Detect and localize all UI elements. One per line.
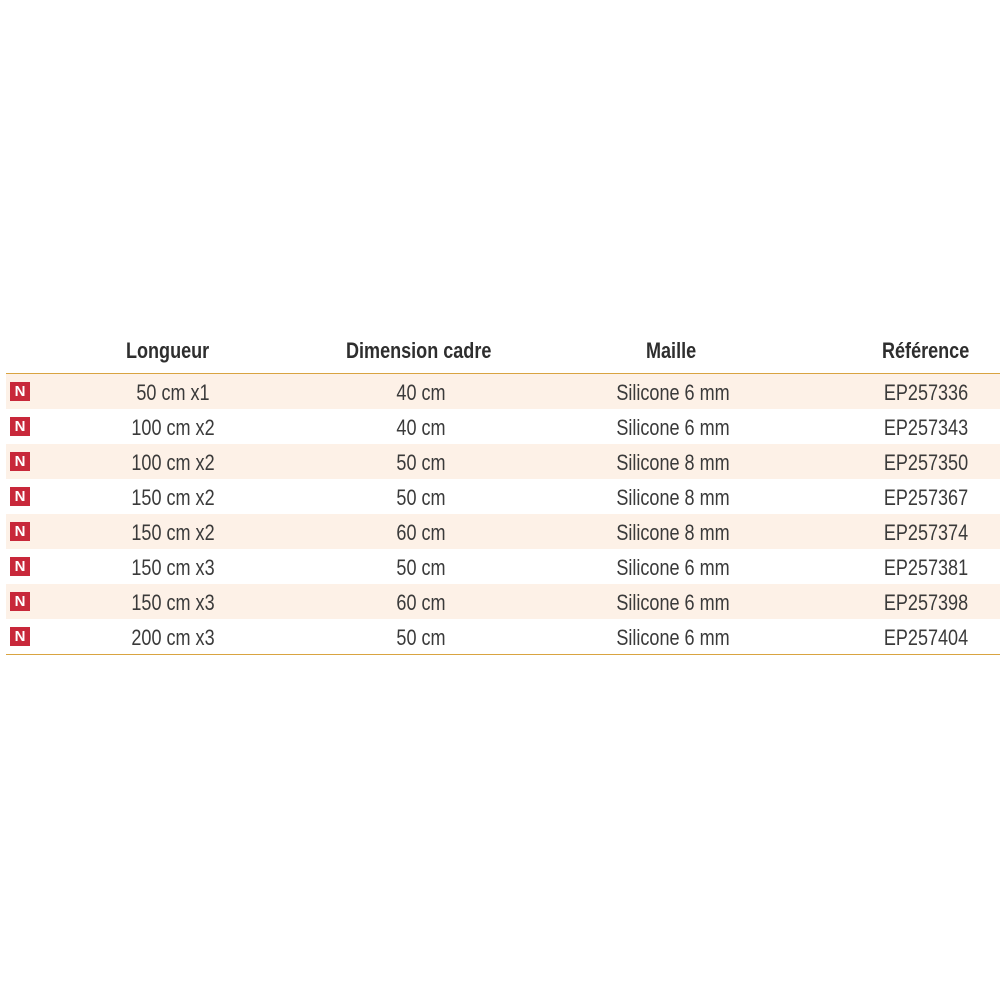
cell-maille: Silicone 6 mm — [616, 590, 730, 615]
header-dimension-cadre: Dimension cadre — [346, 338, 492, 363]
table-row — [6, 479, 1000, 514]
cell-maille: Silicone 8 mm — [616, 485, 730, 510]
cell-longueur: 50 cm x1 — [136, 380, 210, 405]
header-longueur: Longueur — [126, 338, 210, 363]
cell-dimension-cadre: 50 cm — [396, 625, 446, 650]
cell-reference: EP257336 — [883, 380, 969, 405]
table-row — [6, 444, 1000, 479]
cell-reference: EP257374 — [883, 520, 969, 545]
cell-reference: EP257350 — [883, 450, 969, 475]
new-badge-icon: N — [10, 627, 30, 646]
cell-maille: Silicone 6 mm — [616, 415, 730, 440]
cell-longueur: 100 cm x2 — [131, 450, 215, 475]
cell-dimension-cadre: 40 cm — [396, 380, 446, 405]
cell-maille: Silicone 6 mm — [616, 555, 730, 580]
cell-longueur: 100 cm x2 — [131, 415, 215, 440]
cell-reference: EP257404 — [883, 625, 969, 650]
cell-dimension-cadre: 50 cm — [396, 450, 446, 475]
table-row — [6, 619, 1000, 654]
cell-dimension-cadre: 60 cm — [396, 590, 446, 615]
cell-dimension-cadre: 50 cm — [396, 555, 446, 580]
header-reference: Référence — [882, 338, 970, 363]
new-badge-icon: N — [10, 522, 30, 541]
cell-reference: EP257367 — [883, 485, 969, 510]
cell-dimension-cadre: 40 cm — [396, 415, 446, 440]
table-bottom-rule — [6, 654, 1000, 655]
table-row — [6, 584, 1000, 619]
cell-maille: Silicone 6 mm — [616, 380, 730, 405]
cell-longueur: 150 cm x3 — [131, 590, 215, 615]
cell-reference: EP257381 — [883, 555, 969, 580]
cell-longueur: 150 cm x2 — [131, 520, 215, 545]
cell-longueur: 150 cm x3 — [131, 555, 215, 580]
new-badge-icon: N — [10, 417, 30, 436]
cell-longueur: 200 cm x3 — [131, 625, 215, 650]
new-badge-icon: N — [10, 487, 30, 506]
table-header — [6, 330, 1000, 374]
table-row — [6, 374, 1000, 409]
cell-reference: EP257398 — [883, 590, 969, 615]
header-maille: Maille — [646, 338, 697, 363]
cell-maille: Silicone 8 mm — [616, 520, 730, 545]
cell-reference: EP257343 — [883, 415, 969, 440]
cell-maille: Silicone 6 mm — [616, 625, 730, 650]
table-row — [6, 549, 1000, 584]
table-row — [6, 514, 1000, 549]
new-badge-icon: N — [10, 452, 30, 471]
cell-maille: Silicone 8 mm — [616, 450, 730, 475]
table-row — [6, 409, 1000, 444]
cell-dimension-cadre: 50 cm — [396, 485, 446, 510]
cell-dimension-cadre: 60 cm — [396, 520, 446, 545]
new-badge-icon: N — [10, 557, 30, 576]
cell-longueur: 150 cm x2 — [131, 485, 215, 510]
new-badge-icon: N — [10, 382, 30, 401]
table-body — [6, 374, 1000, 654]
product-table — [6, 330, 1000, 655]
new-badge-icon: N — [10, 592, 30, 611]
